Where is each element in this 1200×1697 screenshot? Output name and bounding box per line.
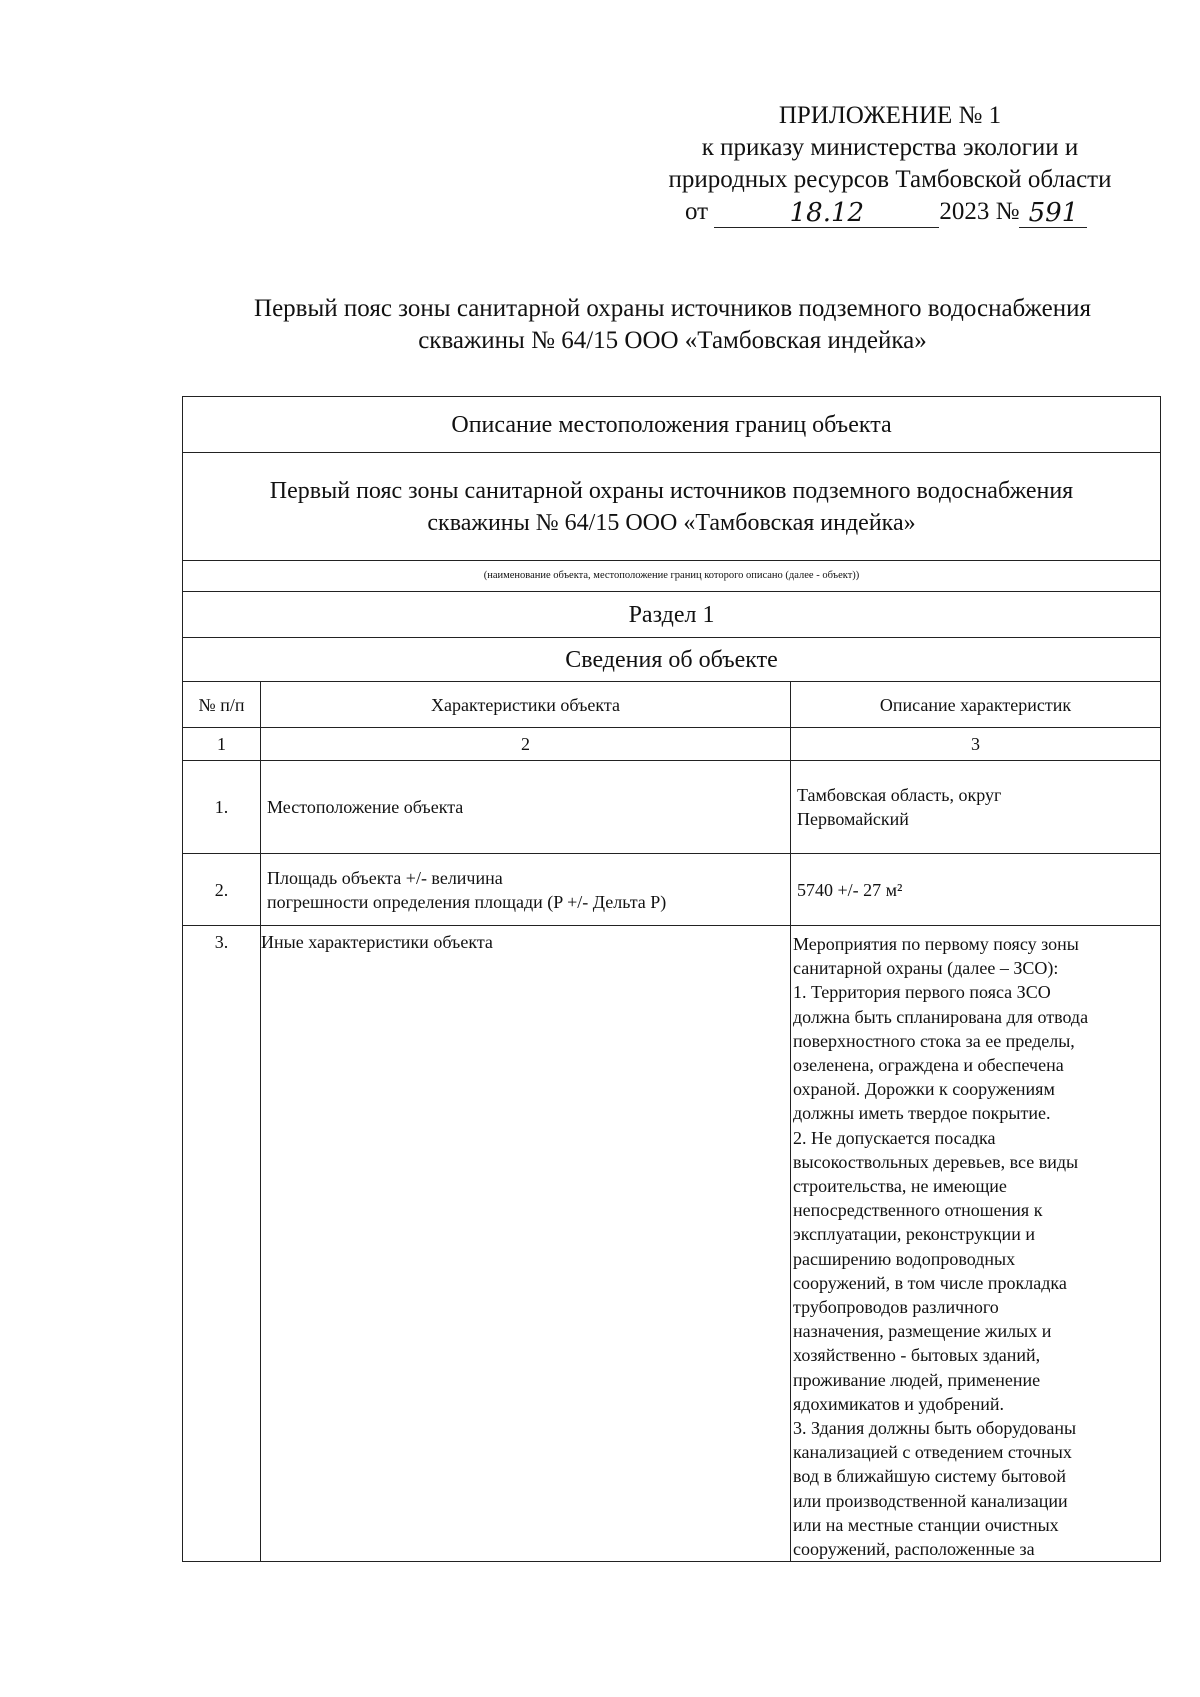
- table-header-row: [183, 682, 1161, 728]
- row-description-line: строительства, не имеющие: [793, 1176, 1007, 1197]
- row-description-line: высокоствольных деревьев, все виды: [793, 1151, 1079, 1172]
- row-description: [791, 761, 1161, 854]
- row-description-line: озеленена, ограждена и обеспечена: [793, 1055, 1064, 1076]
- heading-line-1: Первый пояс зоны санитарной охраны источников подземного водоснабжения: [254, 295, 1091, 322]
- row-description-line: ядохимикатов и удобрений.: [793, 1393, 1004, 1414]
- row-description-line: или производственной канализации: [793, 1490, 1068, 1511]
- appendix-number-field: [1019, 197, 1087, 228]
- object-description-table: [182, 396, 1161, 1562]
- row-description-line: Первомайский: [797, 809, 909, 829]
- heading-line-2: скважины № 64/15 ООО «Тамбовская индейка»: [418, 327, 927, 354]
- table-row: [183, 592, 1161, 638]
- appendix-date-handwritten: 18.12: [789, 198, 865, 228]
- object-name-line-2: скважины № 64/15 ООО «Тамбовская индейка»: [427, 509, 916, 536]
- row-description-line: 2. Не допускается посадка: [793, 1127, 996, 1148]
- row-description-line: сооружений, в том числе прокладка: [793, 1272, 1067, 1293]
- row-description-line: охраной. Дорожки к сооружениям: [793, 1079, 1055, 1100]
- row-description-line: Тамбовская область, округ: [797, 785, 1002, 805]
- row-number: 2.: [183, 854, 261, 926]
- object-name-cell: [183, 453, 1161, 561]
- column-number-2: 2: [261, 728, 791, 761]
- row-description-line: вод в ближайшую систему бытовой: [793, 1466, 1066, 1487]
- table-row: [183, 761, 1161, 854]
- section-title: Сведения об объекте: [183, 638, 1161, 682]
- appendix-date-field: [714, 197, 939, 228]
- column-header-number: № п/п: [183, 682, 261, 728]
- row-description-line: хозяйственно - бытовых зданий,: [793, 1345, 1041, 1366]
- appendix-date-line: [620, 196, 1160, 228]
- table-title: Описание местоположения границ объекта: [183, 397, 1161, 453]
- row-description-line: 1. Территория первого пояса ЗСО: [793, 982, 1051, 1003]
- column-number-1: 1: [183, 728, 261, 761]
- row-description-line: поверхностного стока за ее пределы,: [793, 1030, 1075, 1051]
- section-label: Раздел 1: [183, 592, 1161, 638]
- object-name-line-1: Первый пояс зоны санитарной охраны источников подземного водоснабжения: [269, 477, 1074, 504]
- appendix-from-prefix: от: [685, 198, 709, 225]
- row-description-line: трубопроводов различного: [793, 1297, 999, 1318]
- row-characteristic: [261, 854, 791, 926]
- table-row: [183, 926, 1161, 1562]
- appendix-block: [620, 100, 1160, 228]
- row-description-lines: [791, 926, 1160, 1561]
- row-description-line: непосредственного отношения к: [793, 1200, 1043, 1221]
- row-description-line: канализацией с отведением сточных: [793, 1442, 1072, 1463]
- row-description-line: санитарной охраны (далее – ЗСО):: [793, 958, 1059, 979]
- row-characteristic: Иные характеристики объекта: [261, 926, 791, 1562]
- appendix-line-1: к приказу министерства экологии и: [701, 134, 1079, 161]
- appendix-line-2: природных ресурсов Тамбовской области: [668, 166, 1112, 193]
- row-description-line: должны иметь твердое покрытие.: [793, 1103, 1051, 1124]
- row-description-line: эксплуатации, реконструкции и: [793, 1224, 1035, 1245]
- row-number: 1.: [183, 761, 261, 854]
- column-header-description: Описание характеристик: [791, 682, 1161, 728]
- appendix-title: ПРИЛОЖЕНИЕ № 1: [778, 102, 1002, 129]
- table-row: [183, 561, 1161, 592]
- row-characteristic: Местоположение объекта: [261, 761, 791, 854]
- row-characteristic-line: погрешности определения площади (P +/- Дельта P): [267, 891, 667, 912]
- appendix-number-handwritten: 591: [1028, 198, 1079, 228]
- document-heading: [170, 293, 1175, 357]
- object-name-caption: (наименование объекта, местоположение границ которого описано (далее - объект)): [183, 561, 1161, 592]
- table-row: [183, 397, 1161, 453]
- row-description-line: Мероприятия по первому поясу зоны: [793, 934, 1079, 954]
- row-description-line: 3. Здания должны быть оборудованы: [793, 1418, 1077, 1439]
- table-row: [183, 638, 1161, 682]
- column-header-characteristic: Характеристики объекта: [261, 682, 791, 728]
- row-description: 5740 +/- 27 м²: [791, 854, 1161, 926]
- table-row: [183, 854, 1161, 926]
- appendix-year-no: 2023 №: [939, 198, 1020, 225]
- row-description: [791, 926, 1161, 1562]
- column-number-3: 3: [791, 728, 1161, 761]
- row-number: 3.: [183, 926, 261, 1562]
- row-description-line: расширению водопроводных: [793, 1248, 1016, 1269]
- row-characteristic-line: Площадь объекта +/- величина: [267, 867, 503, 888]
- row-description-line: сооружений, расположенные за: [793, 1539, 1035, 1560]
- row-description-line: должна быть спланирована для отвода: [793, 1006, 1089, 1027]
- row-description-line: или на местные станции очистных: [793, 1514, 1059, 1535]
- row-description-line: назначения, размещение жилых и: [793, 1321, 1052, 1342]
- table-row: [183, 728, 1161, 761]
- row-description-line: проживание людей, применение: [793, 1369, 1041, 1390]
- table-row: [183, 453, 1161, 561]
